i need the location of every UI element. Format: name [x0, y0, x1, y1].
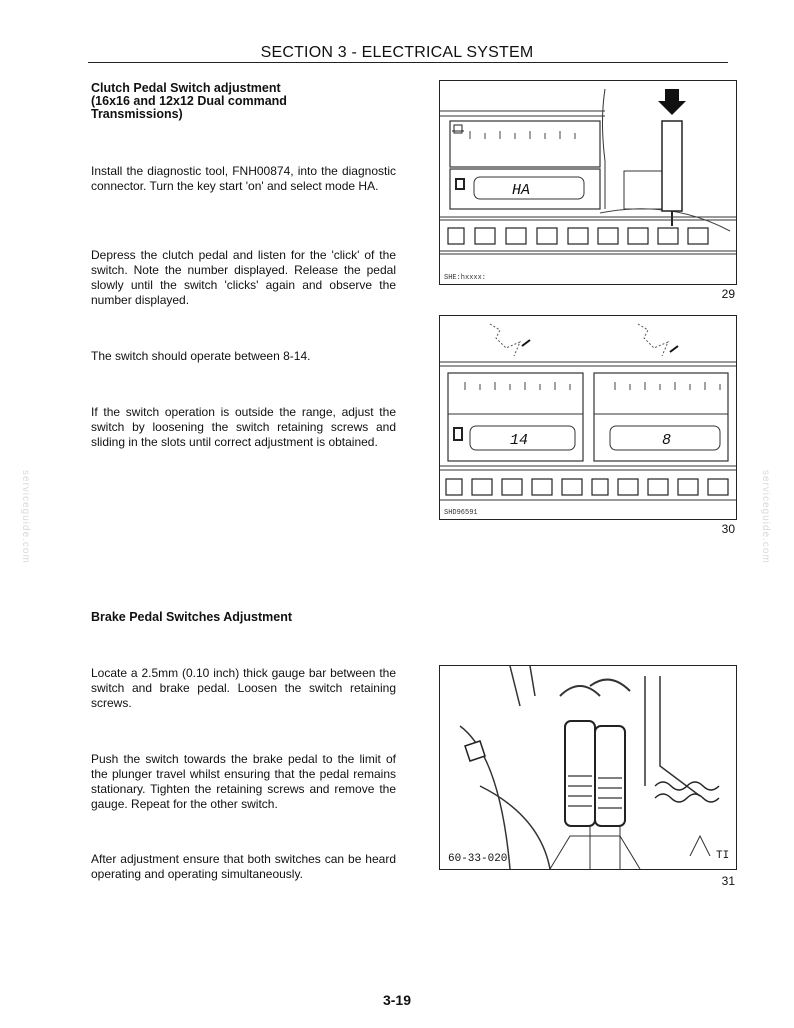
clutch-paragraph-3: The switch should operate between 8-14.	[91, 349, 311, 363]
figure-29-code: SHE:hxxxx:	[444, 274, 487, 282]
brake-paragraph-3: After adjustment ensure that both switches can be heard operating and operating simultaneously.	[91, 852, 396, 881]
clutch-heading-line-2: (16x16 and 12x12 Dual command	[91, 94, 287, 108]
figure-31-tag: TI	[716, 850, 730, 862]
figure-30-display-left: 14	[510, 432, 529, 449]
header-rule	[88, 62, 728, 63]
figure-31-illustration	[440, 666, 736, 869]
brake-heading: Brake Pedal Switches Adjustment	[91, 610, 292, 624]
watermark-left: serviceguide.com	[20, 470, 31, 564]
figure-29-illustration	[440, 81, 736, 284]
figure-30-illustration	[440, 316, 736, 519]
figure-30	[439, 315, 737, 520]
clutch-heading-line-3: Transmissions)	[91, 107, 183, 121]
figure-30-display-right: 8	[662, 432, 672, 449]
figure-31-number: 31	[721, 874, 735, 888]
clutch-heading	[91, 82, 287, 121]
figure-29-display: HA	[512, 182, 531, 199]
clutch-heading-line-1: Clutch Pedal Switch adjustment	[91, 81, 281, 95]
figure-30-number: 30	[721, 522, 735, 536]
brake-paragraph-1: Locate a 2.5mm (0.10 inch) thick gauge bar between the switch and brake pedal. Loosen the switch retaining screws.	[91, 666, 396, 710]
section-title: SECTION 3 - ELECTRICAL SYSTEM	[260, 44, 534, 61]
figure-30-code: SHD96591	[444, 509, 478, 517]
figure-31-code: 60-33-020	[448, 853, 508, 865]
watermark-right: serviceguide.com	[760, 470, 771, 564]
figure-29	[439, 80, 737, 285]
clutch-paragraph-4: If the switch operation is outside the range, adjust the switch by loosening the switch retaining screws and sliding in the slots until correct adjustment is obtained.	[91, 405, 396, 449]
figure-29-number: 29	[721, 287, 735, 301]
page-number: 3-19	[382, 992, 412, 1008]
brake-paragraph-2: Push the switch towards the brake pedal to the limit of the plunger travel whilst ensuring that the pedal remains stationary. Tighten the retaining screws and remove the gauge. Repeat for the other switch.	[91, 752, 396, 811]
clutch-paragraph-1: Install the diagnostic tool, FNH00874, into the diagnostic connector. Turn the key start 'on' and select mode HA.	[91, 164, 396, 193]
figure-31	[439, 665, 737, 870]
clutch-paragraph-2: Depress the clutch pedal and listen for the 'click' of the switch. Note the number displayed. Release the pedal slowly until the switch 'clicks' again and observe the number displayed.	[91, 248, 396, 307]
